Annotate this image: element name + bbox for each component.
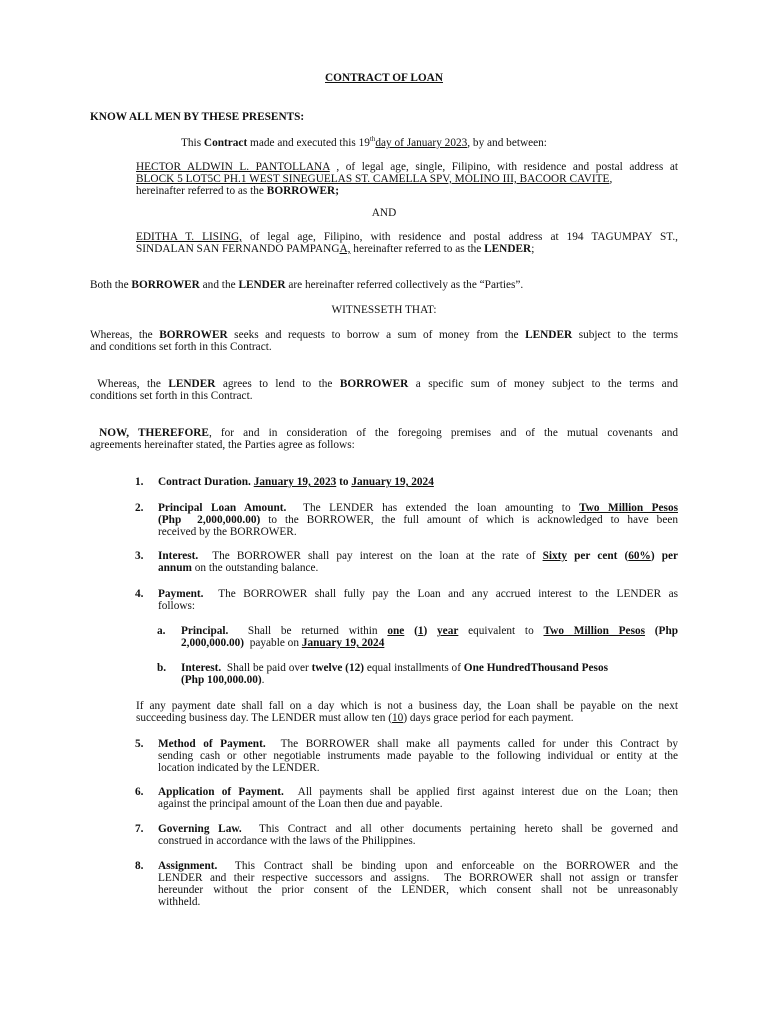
item-6-number: 6. xyxy=(135,786,144,798)
item-8-line-1: Assignment. This Contract shall be binding upon and enforceable on the BORROWER and the xyxy=(158,860,678,872)
borrower-name: HECTOR ALDWIN L. PANTOLLANA xyxy=(136,161,330,173)
item-5-line-3: location indicated by the LENDER. xyxy=(158,762,320,774)
item-7-number: 7. xyxy=(135,823,144,835)
item-5-line-1: Method of Payment. The BORROWER shall make all payments called for under this Contract by xyxy=(158,738,678,750)
witnesseth-heading: WITNESSETH THAT: xyxy=(331,304,437,316)
item-8-line-2: LENDER and their respective successors and assigns. The BORROWER shall not assign or transfer xyxy=(158,872,678,884)
grace-period-line-2: succeeding business day. The LENDER must allow ten (10) days grace period for each payment. xyxy=(136,712,574,724)
intro-heading: KNOW ALL MEN BY THESE PRESENTS: xyxy=(90,111,305,123)
item-3-number: 3. xyxy=(135,550,144,562)
therefore-line-1: NOW, THEREFORE, for and in consideration of the foregoing premises and of the mutual covenants and xyxy=(90,427,678,439)
therefore-line-2: agreements hereinafter stated, the Parties agree as follows: xyxy=(90,439,355,451)
parties-paragraph: Both the BORROWER and the LENDER are hereinafter referred collectively as the “Parties”. xyxy=(90,279,524,291)
lender-line-1: EDITHA T. LISING, of legal age, Filipino, with residence and postal address at 194 TAGUMPAY ST., xyxy=(136,231,678,243)
borrower-line-3: hereinafter referred to as the BORROWER; xyxy=(136,185,339,197)
item-2-line-3: received by the BORROWER. xyxy=(158,526,297,538)
whereas-1-line-1: Whereas, the BORROWER seeks and requests to borrow a sum of money from the LENDER subject to the terms xyxy=(90,329,678,341)
item-6-line-1: Application of Payment. All payments shall be applied first against interest due on the Loan; then xyxy=(158,786,679,798)
contract-date-line: This Contract made and executed this 19thday of January 2023, by and between: xyxy=(181,135,547,149)
item-4a-line-1: Principal. Shall be returned within one (1) year equivalent to Two Million Pesos (Php xyxy=(181,625,679,637)
item-7-line-1: Governing Law. This Contract and all other documents pertaining hereto shall be governed and xyxy=(158,823,678,835)
lender-line-2: SINDALAN SAN FERNANDO PAMPANGA, hereinafter referred to as the LENDER; xyxy=(136,243,535,255)
whereas-2-line-1: Whereas, the LENDER agrees to lend to the BORROWER a specific sum of money subject to the terms and xyxy=(90,378,678,390)
item-5-number: 5. xyxy=(135,738,144,750)
item-5-line-2: sending cash or other negotiable instruments made payable to the following individual or entity at the xyxy=(158,750,678,762)
item-2-number: 2. xyxy=(135,502,144,514)
item-4b-line-2: (Php 100,000.00). xyxy=(181,674,265,686)
grace-period-line-1: If any payment date shall fall on a day which is not a business day, the Loan shall be payable on the next xyxy=(136,700,678,712)
item-8-number: 8. xyxy=(135,860,144,872)
item-4a-label: a. xyxy=(157,625,166,637)
item-4-line-1: Payment. The BORROWER shall fully pay the Loan and any accrued interest to the LENDER as xyxy=(158,588,678,600)
item-2-line-2: (Php 2,000,000.00) to the BORROWER, the full amount of which is acknowledged to have been xyxy=(158,514,678,526)
document-title: CONTRACT OF LOAN xyxy=(325,72,443,84)
borrower-address: BLOCK 5 LOT5C PH.1 WEST SINEGUELAS ST. CAMELLA SPV, MOLINO III, BACOOR CAVITE xyxy=(136,173,610,185)
item-4b-line-1: Interest. Shall be paid over twelve (12) equal installments of One HundredThousand Pesos xyxy=(181,662,608,674)
item-4-line-2: follows: xyxy=(158,600,196,612)
item-7-line-2: construed in accordance with the laws of the Philippines. xyxy=(158,835,416,847)
borrower-line-1: HECTOR ALDWIN L. PANTOLLANA , of legal age, single, Filipino, with residence and postal address at xyxy=(136,161,678,173)
item-3-line-1: Interest. The BORROWER shall pay interest on the loan at the rate of Sixty per cent (60%) per xyxy=(158,550,679,562)
item-6-line-2: against the principal amount of the Loan then due and payable. xyxy=(158,798,443,810)
item-4b-label: b. xyxy=(157,662,167,674)
borrower-line-2: BLOCK 5 LOT5C PH.1 WEST SINEGUELAS ST. CAMELLA SPV, MOLINO III, BACOOR CAVITE, xyxy=(136,173,613,185)
lender-name: EDITHA T. LISING, xyxy=(136,231,242,243)
item-3-line-2: annum on the outstanding balance. xyxy=(158,562,319,574)
item-4-number: 4. xyxy=(135,588,144,600)
whereas-2-line-2: conditions set forth in this Contract. xyxy=(90,390,253,402)
item-2-line-1: Principal Loan Amount. The LENDER has extended the loan amounting to Two Million Pesos xyxy=(158,502,678,514)
item-8-line-4: withheld. xyxy=(158,896,201,908)
item-4a-line-2: 2,000,000.00) payable on January 19, 2024 xyxy=(181,637,385,649)
and-separator: AND xyxy=(371,207,397,219)
item-8-line-3: hereunder without the prior consent of the LENDER, which consent shall not be unreasonably xyxy=(158,884,678,896)
item-1-contract-duration: Contract Duration. January 19, 2023 to January 19, 2024 xyxy=(158,476,434,488)
item-1-number: 1. xyxy=(135,476,144,488)
whereas-1-line-2: and conditions set forth in this Contract. xyxy=(90,341,272,353)
